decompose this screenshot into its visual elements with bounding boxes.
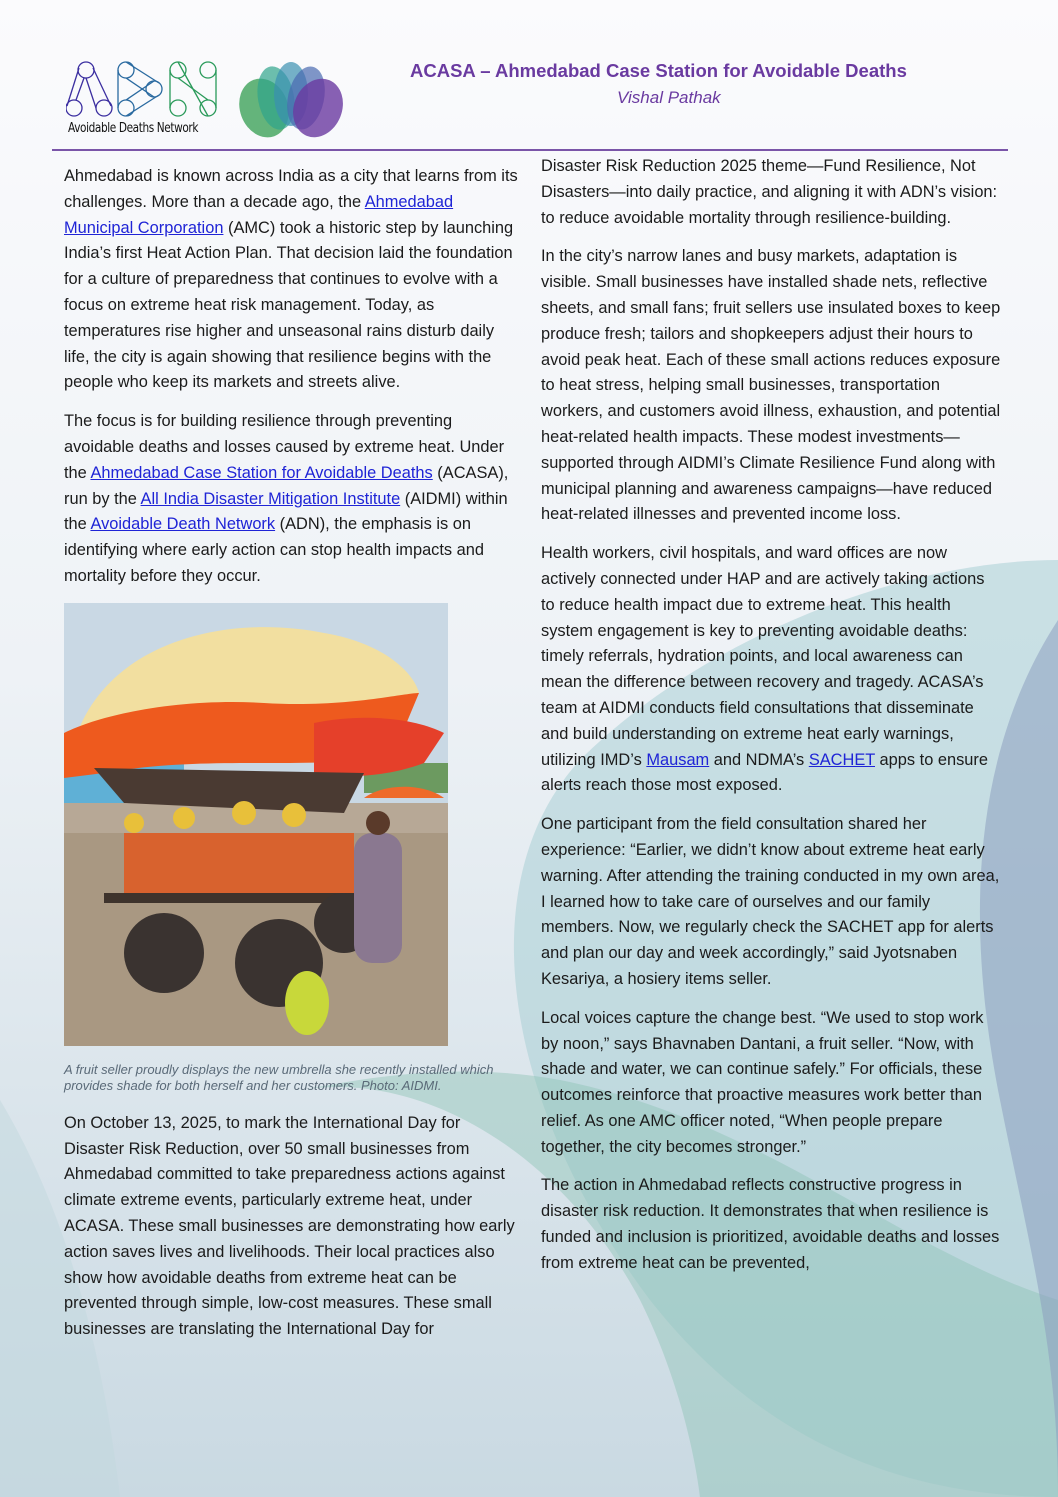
link-aidmi[interactable]: All India Disaster Mitigation Institute	[140, 489, 401, 508]
adn-logo	[66, 60, 346, 142]
author-name: Vishal Pathak	[617, 88, 721, 107]
link-amc[interactable]: Ahmedabad Municipal Corporation	[64, 192, 454, 237]
link-acasa[interactable]: Ahmedabad Case Station for Avoidable Deaths	[90, 463, 433, 482]
fruit-seller-photo	[64, 603, 448, 1046]
link-mausam[interactable]: Mausam	[646, 750, 710, 769]
paragraph-participant: One participant from the field consultation shared her experience: “Earlier, we didn’t know about extreme heat early warning. After attending the training conducted in my own area, I learned how to take care of ourselves and our family members. Now, we regularly check the SACHET app for alerts and plan our day and week accordingly,” said Jyotsnaben Kesariya, a hosiery items seller.	[541, 815, 1000, 988]
right-column	[541, 154, 1001, 1290]
paragraph-theme: Disaster Risk Reduction 2025 theme—Fund Resilience, Not Disasters—into daily practice, and aligning it with ADN’s vision: to reduce avoidable mortality through resilience-building.	[541, 157, 998, 227]
paragraph-local-voices: Local voices capture the change best. “We used to stop work by noon,” says Bhavnaben Dantani, a fruit seller. “Now, with shade and water, we can continue safely.” For officials, these outcomes reinforce that proactive measures work better than relief. As one AMC officer noted, “When people prepare together, the city becomes stronger.”	[541, 1008, 984, 1156]
photo-caption: A fruit seller proudly displays the new umbrella she recently installed which provides shade for both herself and her customers. Photo: AIDMI.	[64, 1061, 494, 1094]
adn-letters-logo	[66, 60, 226, 120]
paragraph-focus: The focus is for building resilience through preventing avoidable deaths and losses caused by extreme heat. Under the Ahmedabad Case Station for Avoidable Deaths (ACASA), run by the All India Disaster Mitigation Institute (AIDMI) within the Avoidable Death Network (ADN), the emphasis is on identifying where early action can stop health impacts and mortality before they occur.	[64, 412, 509, 585]
logo-text: Avoidable Deaths Network	[68, 120, 199, 136]
paragraph-october: On October 13, 2025, to mark the International Day for Disaster Risk Reduction, over 50 small businesses from Ahmedabad committed to take preparedness actions against climate extreme events, particularly extreme heat, under ACASA. These small businesses are demonstrating how early action saves lives and livelihoods. Their local practices also show how avoidable deaths from extreme heat can be prevented through simple, low-cost measures. These small businesses are translating the International Day for	[64, 1113, 515, 1339]
paragraph-intro: Ahmedabad is known across India as a city that learns from its challenges. More than a decade ago, the Ahmedabad Municipal Corporation (AMC) took a historic step by launching India’s first Heat Action Plan. That decision laid the foundation for a culture of preparedness that continues to evolve with a focus on extreme heat risk management. Today, as temperatures rise higher and unseasonal rains disturb daily life, the city is again showing that resilience begins with the people who keep its markets and streets alive.	[64, 167, 518, 392]
paragraph-health-workers: Health workers, civil hospitals, and ward offices are now actively connected under HAP and are actively taking actions to reduce health impact due to extreme heat. This health system engagement is key to preventing avoidable deaths: timely referrals, hydration points, and local awareness can mean the difference between recovery and tragedy. ACASA’s team at AIDMI conducts field consultations that disseminate and build understanding on extreme heat early warnings, utilizing IMD’s Mausam and NDMA’s SACHET apps to ensure alerts reach those most exposed.	[541, 544, 988, 795]
lotus-logo-icon	[236, 60, 346, 140]
link-sachet[interactable]: SACHET	[808, 750, 875, 769]
link-adn[interactable]: Avoidable Death Network	[90, 515, 276, 534]
paragraph-adaptation: In the city’s narrow lanes and busy markets, adaptation is visible. Small businesses have installed shade nets, reflective sheets, and small fans; fruit sellers use insulated boxes to keep produce fresh; tailors and shopkeepers adjust their hours to avoid peak heat. Each of these small actions reduces exposure to heat stress, helping small businesses, transportation workers, and customers avoid illness, exhaustion, and potential heat-related health impacts. These modest investments—supported through AIDMI’s Climate Resilience Fund along with municipal planning and awareness campaigns—have reduced heat-related illnesses and prevented income loss.	[541, 247, 1001, 524]
left-column	[64, 164, 522, 1356]
header-divider	[52, 149, 1008, 151]
document-title: ACASA – Ahmedabad Case Station for Avoidable Deaths	[410, 60, 907, 81]
paragraph-conclusion: The action in Ahmedabad reflects constructive progress in disaster risk reduction. It demonstrates that when resilience is funded and inclusion is prioritized, avoidable deaths and losses from extreme heat can be prevented,	[541, 1176, 1000, 1272]
